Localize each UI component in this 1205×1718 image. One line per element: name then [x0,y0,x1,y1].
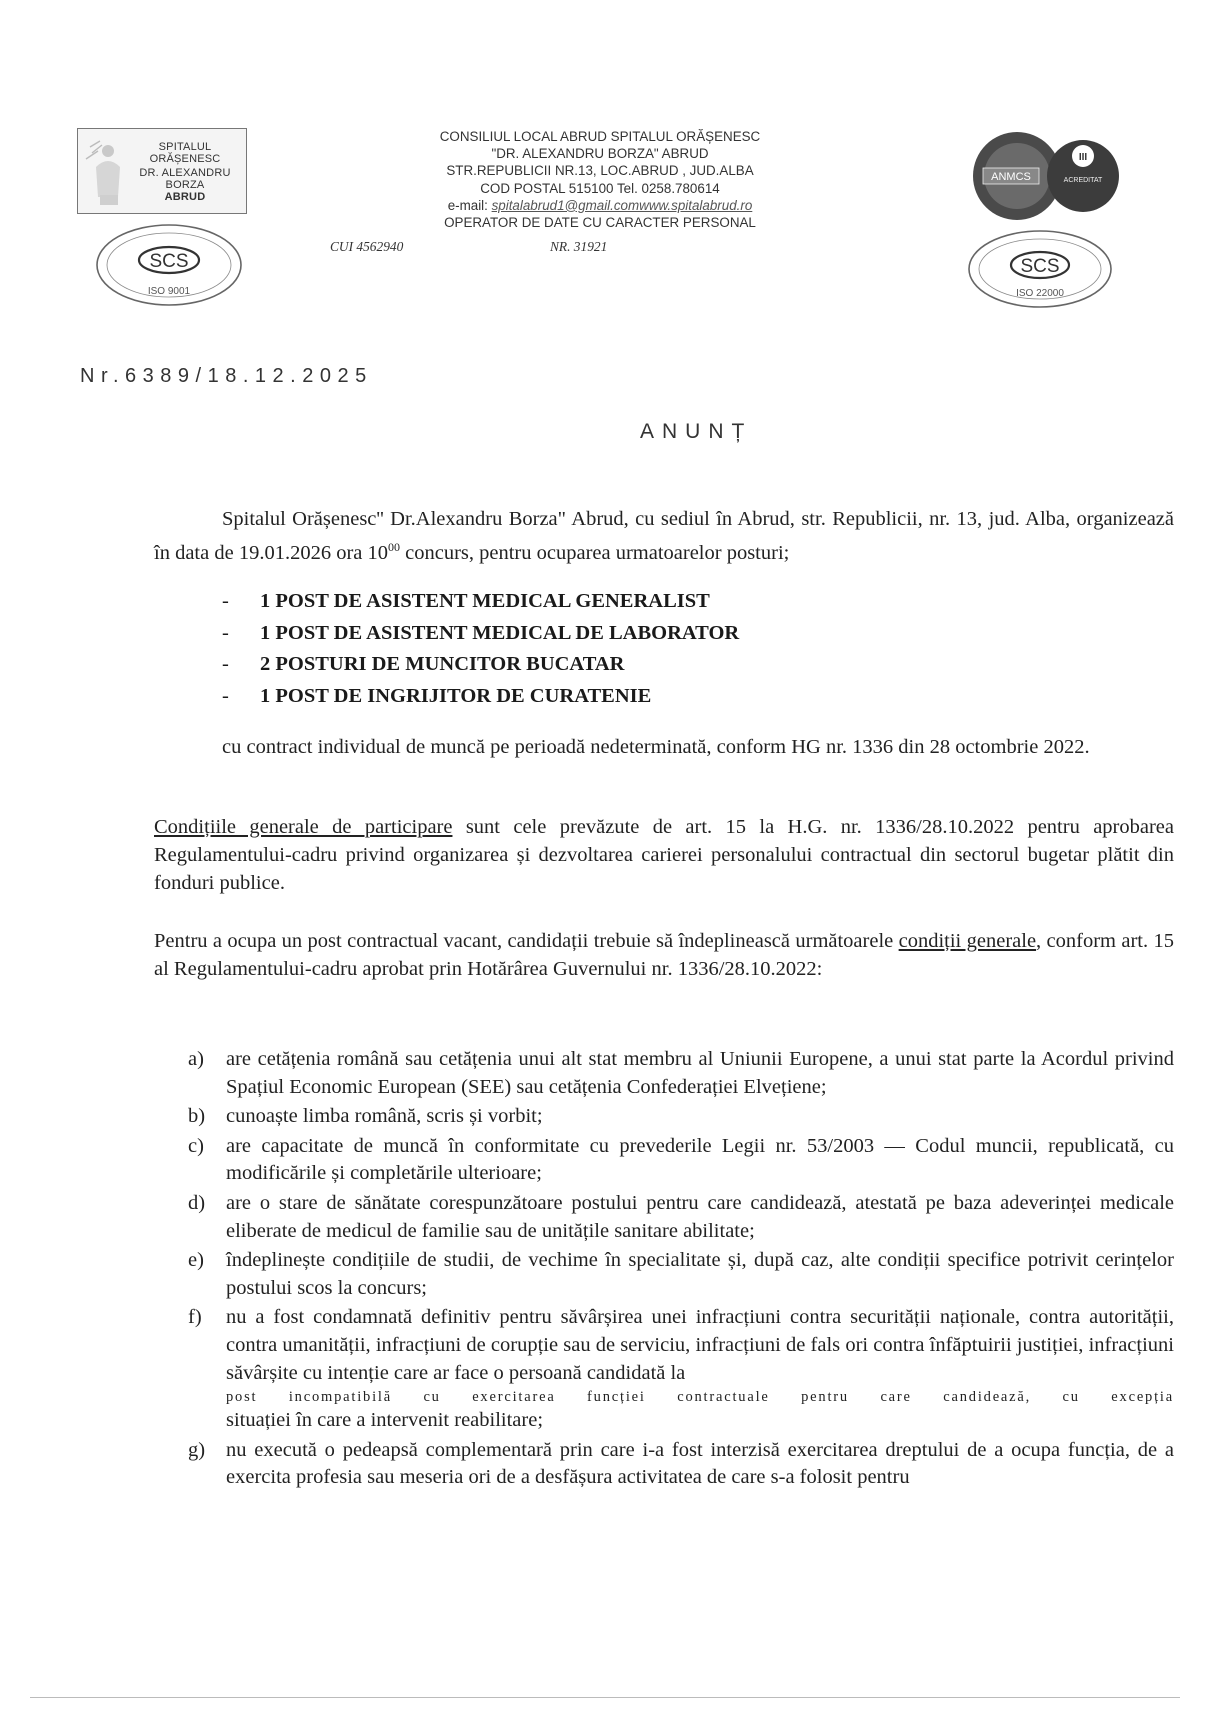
post-dash: - [222,621,229,644]
post-item [222,586,1122,618]
anmcs-accreditation-seal [955,130,1123,222]
intro-after: concurs, pentru ocuparea urmatoarelor posturi; [400,541,790,564]
header-email-line [320,197,880,214]
logo-line-2: DR. ALEXANDRU BORZA [139,167,231,191]
condition-item [180,1304,1174,1434]
condition-small-line: post incompatibilă cu exercitarea funcției contractuale pentru care candidează, cu excepția [226,1389,1174,1406]
condition-label: d) [188,1191,206,1214]
cui-line [330,239,830,255]
condition-label: b) [188,1105,206,1128]
scs-iso22000-seal [965,228,1115,310]
general-conditions-paragraph [154,813,1174,897]
header-line-1: CONSILIUL LOCAL ABRUD SPITALUL ORĂȘENESC [439,129,761,144]
condition-text: cunoaște limba română, scris și vorbit; [226,1105,543,1128]
requirements-before: Pentru a ocupa un post contractual vacant, candidații trebuie să îndeplinească următoarele [154,930,899,952]
header-line-2: "DR. ALEXANDRU BORZA" ABRUD [491,146,709,162]
condition-text: are o stare de sănătate corespunzătoare postului pentru care candidează, atestată pe baza adeverinței medicale eliberate de medicul de familie sau de unitățile sanitare abilitate; [226,1191,1174,1242]
post-label: 1 POST DE ASISTENT MEDICAL GENERALIST [260,590,710,612]
condition-item [180,1247,1174,1302]
page-bottom-rule [30,1697,1180,1698]
post-dash: - [222,684,229,707]
post-dash: - [222,590,229,612]
condition-text: nu a fost condamnată definitiv pentru săvârșirea unei infracțiuni contra securității naționale, contra autorității, contra umanității, infracțiuni de corupție sau de serviciu, infracțiuni de fals ori contra înfăptuirii justiției, infracțiuni săvârșite cu intenție care ar face o persoană candidată la [226,1306,1174,1384]
seal-right-mark: SCS [1020,256,1060,277]
intro-before: Spitalul Orășenesc'' Dr.Alexandru Borza" Abrud, cu sediul în Abrud, str. Republicii, nr. 13, jud. Alba, organizează în data de 19.01.2026 ora 10 [154,508,1174,564]
condition-item [180,1133,1174,1188]
condition-text: are capacitate de muncă în conformitate cu prevederile Legii nr. 53/2003 — Codul muncii, republicată, cu modificările și completările ulterioare; [226,1134,1174,1185]
seal-right-standard: ISO 22000 [1016,288,1064,299]
scs-iso9001-seal [93,222,245,308]
logo-line-3: ABRUD [164,191,206,203]
registration-number: NR. 31921 [550,239,608,254]
condition-item [180,1437,1174,1492]
post-label: 1 POST DE ASISTENT MEDICAL DE LABORATOR [260,621,740,644]
condition-item [180,1190,1174,1245]
post-item [222,618,1122,650]
logo-line-1: SPITALUL ORĂȘENESC [149,141,221,165]
condition-text: îndeplinește condițiile de studii, de vechime în specialitate și, după caz, alte condiții specifice potrivit cerințelor postului scos la concurs; [226,1249,1174,1299]
contract-paragraph: cu contract individual de muncă pe perioadă nedeterminată, conform HG nr. 1336 din 28 octombrie 2022. [222,736,1090,758]
posts-list [222,586,1122,712]
hospital-logo [77,128,247,214]
institution-header [320,128,880,231]
seal-left-standard: ISO 9001 [147,286,191,297]
doctor-figure-icon [82,137,130,209]
condition-item [180,1103,1174,1131]
condition-label: f) [188,1306,202,1329]
anmcs-accreditation: ACREDITAT [1063,177,1103,184]
condition-text: are cetățenia română sau cetățenia unui alt stat membru al Uniunii Europene, a unui stat parte la Acordul privind Spațiul Economic European (SEE) sau cetățenia Confederației Elvețiene; [226,1048,1174,1098]
header-line-4: COD POSTAL 515100 Tel. 0258.780614 [480,180,720,196]
post-item [222,649,1122,681]
header-line-3: STR.REPUBLICII NR.13, LOC.ABRUD , JUD.ALBA [446,163,754,179]
email-link[interactable]: spitalabrud1@gmail.comwww.spitalabrud.ro [491,197,753,213]
condition-item [180,1046,1174,1101]
document-number: Nr.6389/18.12.2025 [80,365,373,387]
email-prefix: e-mail: [447,197,492,213]
conditions-list [180,1046,1174,1494]
post-dash: - [222,653,229,675]
condition-text: nu execută o pedeapsă complementară prin care i-a fost interzisă exercitarea dreptului de a ocupa funcția, de a exercita profesia sau meseria ori de a desfășura activitatea de care s-a folosit pentru [226,1438,1174,1489]
general-conditions-heading: Condițiile generale de participare [154,816,453,838]
post-label: 1 POST DE INGRIJITOR DE CURATENIE [260,684,652,707]
condition-label: a) [188,1048,204,1070]
condition-label: g) [188,1438,206,1461]
cui-value: CUI 4562940 [330,239,404,254]
general-conditions-text: sunt cele prevăzute de art. 15 la H.G. nr. 1336/28.10.2022 pentru aprobarea Regulamentului-cadru privind organizarea și dezvoltarea carierei personalului contractual din sectorul bugetar plătit din fonduri publice. [154,816,1174,894]
requirements-underlined: condiții generale [898,930,1037,952]
post-label: 2 POSTURI DE MUNCITOR BUCATAR [260,653,625,675]
anmcs-level: III [1078,152,1088,163]
intro-paragraph [154,505,1174,567]
requirements-after: , conform art. 15 al Regulamentului-cadru aprobat prin Hotărârea Guvernului nr. 1336/28.10.2022: [154,930,1174,980]
condition-label: c) [188,1134,204,1157]
seal-left-mark: SCS [149,251,189,272]
intro-time-minutes: 00 [388,540,400,554]
anmcs-label: ANMCS [991,171,1031,183]
post-item [222,681,1122,713]
header-operator: OPERATOR DE DATE CU CARACTER PERSONAL [444,215,756,231]
condition-tail: situației în care a intervenit reabilitare; [226,1409,544,1432]
requirements-intro-paragraph [154,927,1174,983]
condition-label: e) [188,1249,204,1272]
document-title: ANUNȚ [640,420,753,443]
